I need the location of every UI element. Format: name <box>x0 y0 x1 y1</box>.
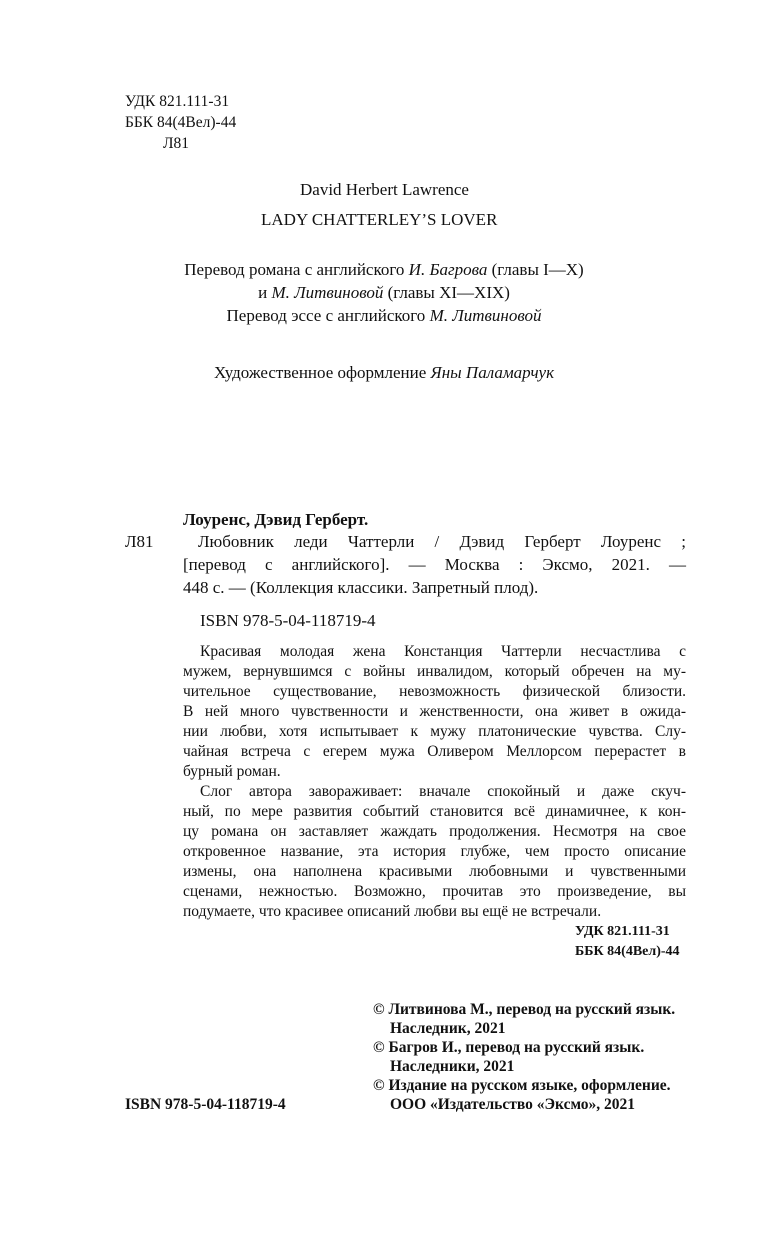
translation-line-1 <box>0 260 768 280</box>
annotation-line: Слог автора завораживает: вначале спокойный и даже скуч- <box>200 783 686 800</box>
udk-code: УДК 821.111-31 <box>125 93 230 110</box>
annotation-line: подумаете, что красивее описаний любви вы ещё не встречали. <box>183 903 602 920</box>
bottom-bbk-code: ББК 84(4Вел)-44 <box>575 944 680 959</box>
translator-2-name: М. Литвиновой <box>271 283 384 302</box>
annotation-line: Красивая молодая жена Констанция Чаттерли несчастлива с <box>200 643 686 660</box>
translation-line-1-chapters: (главы I—X) <box>487 260 584 279</box>
annotation-line: мужем, вернувшимся с войны инвалидом, который обречен на му- <box>183 663 686 680</box>
translation-line-3 <box>0 306 768 326</box>
annotation-line: измены, она наполнена красивыми любовными и чувственными <box>183 863 686 880</box>
bottom-isbn: ISBN 978-5-04-118719-4 <box>125 1096 286 1113</box>
catalog-line-1: Любовник леди Чаттерли / Дэвид Герберт Лоуренс ; <box>198 532 686 551</box>
author-mark: Л81 <box>163 135 190 152</box>
annotation-line: сценами, нежностью. Возможно, прочитав это произведение, вы <box>183 883 686 900</box>
catalog-line-3: 448 с. — (Коллекция классики. Запретный плод). <box>183 578 539 597</box>
annotation-line: ный, по мере развития событий становится всё динамичнее, к кон- <box>183 803 686 820</box>
design-credit-text: Художественное оформление <box>213 363 431 382</box>
annotation-line: нии любви, хотя испытывает к мужу платонические чувства. Слу- <box>183 723 686 740</box>
bbk-code: ББК 84(4Вел)-44 <box>125 114 237 131</box>
catalog-heading: Лоуренс, Дэвид Герберт. <box>183 510 369 529</box>
copyright-1-line-2: Наследник, 2021 <box>390 1020 506 1037</box>
translator-1-name: И. Багрова <box>408 260 488 279</box>
designer-name: Яны Паламарчук <box>430 363 555 382</box>
translation-line-2-chapters: (главы XI—XIX) <box>383 283 510 302</box>
copyright-3-line-2: ООО «Издательство «Эксмо», 2021 <box>390 1096 636 1113</box>
catalog-line-2: [перевод с английского]. — Москва : Эксмо, 2021. — <box>183 555 686 574</box>
translation-line-3-text: Перевод эссе с английского <box>226 306 430 325</box>
design-credit <box>0 363 768 383</box>
annotation-line: откровенное название, эта история глубже, чем просто описание <box>183 843 686 860</box>
catalog-isbn: ISBN 978-5-04-118719-4 <box>200 611 376 630</box>
original-title: LADY CHATTERLEY’S LOVER <box>261 210 498 229</box>
original-author: David Herbert Lawrence <box>300 180 469 199</box>
copyright-3-line-1: © Издание на русском языке, оформление. <box>373 1077 671 1094</box>
copyright-2-line-1: © Багров И., перевод на русский язык. <box>373 1039 645 1056</box>
catalog-mark: Л81 <box>125 532 154 551</box>
annotation-line: бурный роман. <box>183 763 281 780</box>
translation-line-1-text: Перевод романа с английского <box>184 260 409 279</box>
annotation-line: чайная встреча с егерем мужа Оливером Меллорсом перерастет в <box>183 743 686 760</box>
essay-translator-name: М. Литвиновой <box>429 306 542 325</box>
annotation-line: чительное существование, невозможность физической близости. <box>183 683 686 700</box>
copyright-1-line-1: © Литвинова М., перевод на русский язык. <box>373 1001 676 1018</box>
bottom-udk-code: УДК 821.111-31 <box>575 924 670 939</box>
translation-line-2 <box>0 283 768 303</box>
annotation-line: В ней много чувственности и женственности, она живет в ожида- <box>183 703 686 720</box>
copyright-2-line-2: Наследники, 2021 <box>390 1058 515 1075</box>
translation-line-2-text: и <box>258 283 272 302</box>
annotation-line: цу романа он заставляет жаждать продолжения. Несмотря на свое <box>183 823 686 840</box>
